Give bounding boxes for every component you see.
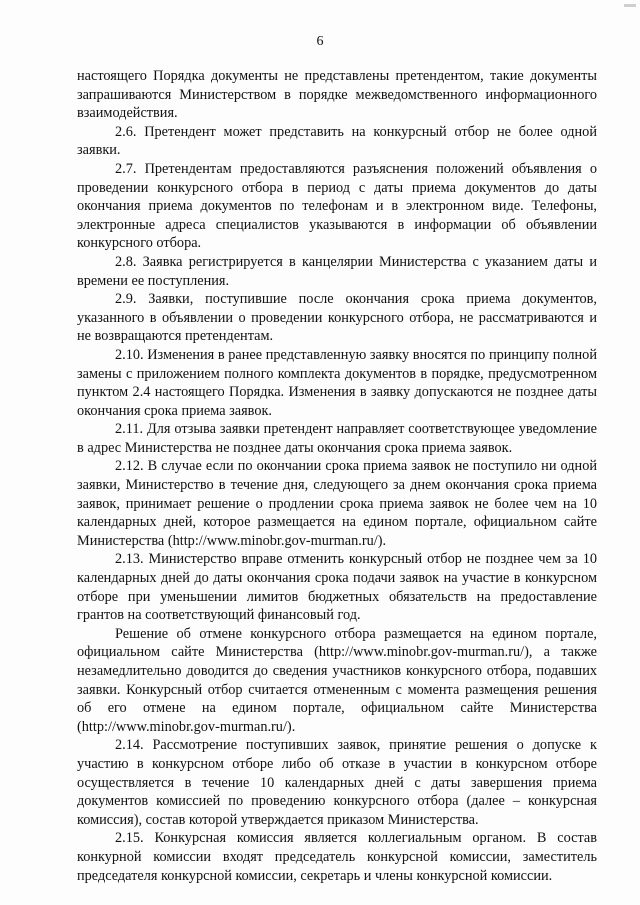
- paragraph-2-12: 2.12. В случае если по окончании срока приема заявок не поступило ни одной заявки, Министерство в течение дня, следующего за днем окончания срока приема заявок, принимает решение о продлении срока приема заявок не более чем на 10 календарных дней, которое размещается на едином портале, официальном сайте Министерства (http://www.minobr.gov-murman.ru/).: [77, 458, 597, 549]
- paragraph-2-13: 2.13. Министерство вправе отменить конкурсный отбор не позднее чем за 10 календарных дней до даты окончания срока подачи заявок на участие в конкурсном отборе при уменьшении лимитов бюджетных обязательств на предоставление грантов на соответствующий финансовый год.: [77, 551, 597, 624]
- paragraph-cancellation-decision: Решение об отмене конкурсного отбора размещается на едином портале, официальном сайте Министерства (http://www.minobr.gov-murman.ru/), а также незамедлительно доводится до сведения участников конкурсного отбора, подавших заявки. Конкурсный отбор считается отмененным с момента размещения решения об его отмене на едином портале, официальном сайте Министерства (http://www.minobr.gov-murman.ru/).: [77, 625, 597, 735]
- paragraph-2-6: 2.6. Претендент может представить на конкурсный отбор не более одной заявки.: [77, 123, 597, 159]
- paragraph-2-8: 2.8. Заявка регистрируется в канцелярии Министерства с указанием даты и времени ее поступления.: [77, 253, 597, 289]
- paragraph-2-14: 2.14. Рассмотрение поступивших заявок, принятие решения о допуске к участию в конкурсном отборе либо об отказе в участии в конкурсном отборе осуществляется в течение 10 календарных дней с даты завершения приема документов комиссией по проведению конкурсного отбора (далее – конкурсная комиссия), состав которой утверждается приказом Министерства.: [77, 737, 597, 828]
- paragraph-2-11: 2.11. Для отзыва заявки претендент направляет соответствующее уведомление в адрес Министерства не позднее даты окончания срока приема заявок.: [77, 421, 597, 456]
- paragraph-2-7: 2.7. Претендентам предоставляются разъяснения положений объявления о проведении конкурсного отбора в период с даты приема документов до даты окончания приема документов по телефонам и в электронном виде. Телефоны, электронные адреса специалистов указываются в информации об объявлении конкурсного отбора.: [77, 160, 597, 252]
- paragraph-2-9: 2.9. Заявки, поступившие после окончания срока приема документов, указанного в объявлении о проведении конкурсного отбора, не рассматриваются и не возвращаются претендентам.: [77, 291, 597, 345]
- paragraph-continuation: настоящего Порядка документы не представлены претендентом, такие документы запрашиваются Министерством в порядке межведомственного информационного взаимодействия.: [77, 68, 597, 122]
- paragraph-2-10: 2.10. Изменения в ранее представленную заявку вносятся по принципу полной замены с приложением полного комплекта документов в порядке, предусмотренном пунктом 2.4 настоящего Порядка. Изменения в заявку допускаются не позднее даты окончания срока приема заявок.: [77, 346, 597, 419]
- document-body: [77, 67, 597, 885]
- page-number: 6: [316, 34, 324, 49]
- paragraph-2-15: 2.15. Конкурсная комиссия является коллегиальным органом. В состав конкурной комиссии входят председатель конкурсной комиссии, заместитель председателя конкурсной комиссии, секретарь и члены конкурсной комиссии.: [77, 830, 597, 884]
- scan-artifact-mark: [624, 4, 636, 7]
